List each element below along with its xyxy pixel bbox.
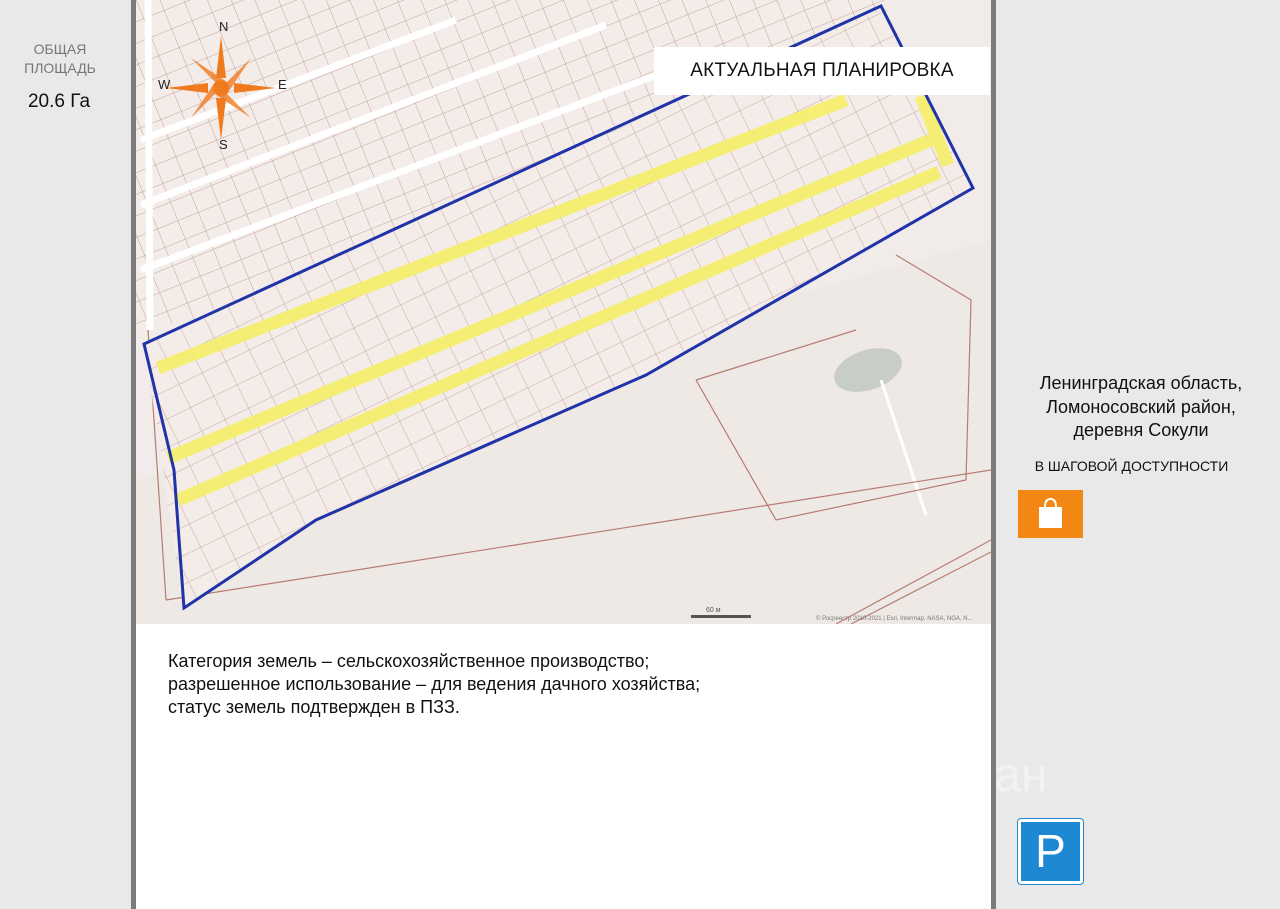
total-area-label: ОБЩАЯ ПЛОЩАДЬ <box>24 41 96 76</box>
walking-distance-title: В ШАГОВОЙ ДОСТУПНОСТИ <box>1034 458 1229 474</box>
total-area-value: 20.6 Га <box>27 91 91 112</box>
shopping-bag-icon <box>1018 490 1083 538</box>
compass-west: W <box>158 77 171 92</box>
compass-star-icon <box>156 16 286 156</box>
compass-east: E <box>278 77 287 92</box>
map-credit: © Росреестр 2010-2021 | Esri, Intermap, NASA, NGA, N... <box>816 616 973 622</box>
watermark: циан <box>940 749 1048 802</box>
location-address: Ленинградская область, Ломоносовский район, деревня Сокули <box>1039 373 1243 440</box>
compass-south: S <box>219 137 228 152</box>
left-info-panel <box>0 0 132 909</box>
parking-icon: P <box>1018 819 1083 884</box>
land-description: Категория земель – сельскохозяйственное производство; разрешенное использование – для ведения дачного хозяйства; статус земель подтвержден в ПЗЗ. <box>168 651 701 717</box>
svg-text:60 м: 60 м <box>706 607 721 614</box>
plan-title: АКТУАЛЬНАЯ ПЛАНИРОВКА <box>654 47 990 95</box>
compass-rose <box>156 16 286 156</box>
compass-north: N <box>219 19 229 34</box>
